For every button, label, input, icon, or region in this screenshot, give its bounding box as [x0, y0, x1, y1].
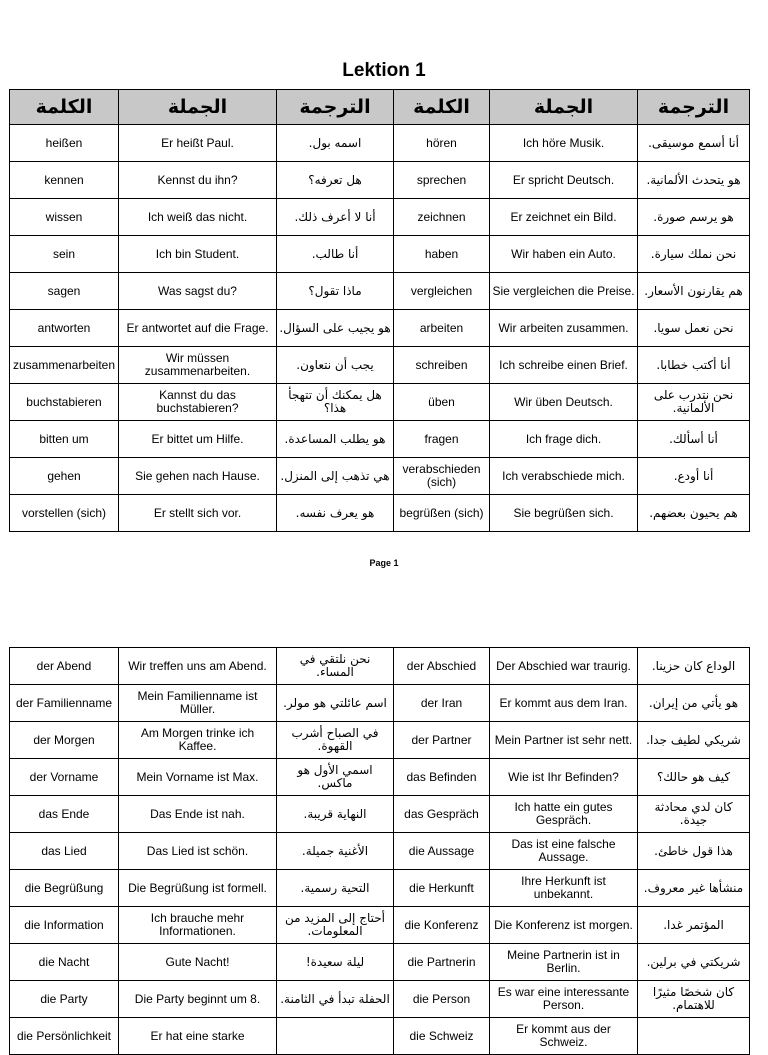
cell-word: die Party — [10, 981, 119, 1018]
header-sentence: الجملة — [490, 90, 638, 125]
table-row — [10, 273, 750, 310]
cell-translation: كان لدي محادثة جيدة. — [638, 796, 750, 833]
cell-translation: هم يقارنون الأسعار. — [638, 273, 750, 310]
cell-word: bitten um — [10, 421, 119, 458]
cell-translation: هو يأتي من إيران. — [638, 685, 750, 722]
cell-sentence: Kennst du ihn? — [119, 162, 277, 199]
cell-sentence: Das Ende ist nah. — [119, 796, 277, 833]
cell-translation: هم يحيون بعضهم. — [638, 495, 750, 532]
cell-translation: كان شخصًا مثيرًا للاهتمام. — [638, 981, 750, 1018]
cell-word: die Nacht — [10, 944, 119, 981]
cell-translation: شريكي لطيف جدا. — [638, 722, 750, 759]
table-row — [10, 722, 750, 759]
cell-translation: هل تعرفه؟ — [277, 162, 394, 199]
cell-sentence: Gute Nacht! — [119, 944, 277, 981]
cell-translation: نحن نملك سيارة. — [638, 236, 750, 273]
cell-translation: كيف هو حالك؟ — [638, 759, 750, 796]
cell-sentence: Ich weiß das nicht. — [119, 199, 277, 236]
cell-word: gehen — [10, 458, 119, 495]
cell-translation: يجب أن نتعاون. — [277, 347, 394, 384]
cell-sentence: Ich frage dich. — [490, 421, 638, 458]
cell-sentence: Wie ist Ihr Befinden? — [490, 759, 638, 796]
cell-translation: أنا أودع. — [638, 458, 750, 495]
table-row — [10, 125, 750, 162]
cell-word: zeichnen — [394, 199, 490, 236]
cell-sentence: Wir arbeiten zusammen. — [490, 310, 638, 347]
cell-word: antworten — [10, 310, 119, 347]
cell-sentence: Am Morgen trinke ich Kaffee. — [119, 722, 277, 759]
cell-word: fragen — [394, 421, 490, 458]
cell-word: wissen — [10, 199, 119, 236]
cell-translation — [638, 1018, 750, 1055]
cell-word: die Begrüßung — [10, 870, 119, 907]
table-row — [10, 796, 750, 833]
cell-translation: النهاية قريبة. — [277, 796, 394, 833]
cell-sentence: Mein Partner ist sehr nett. — [490, 722, 638, 759]
cell-word: der Morgen — [10, 722, 119, 759]
table-row — [10, 495, 750, 532]
header-translation: الترجمة — [277, 90, 394, 125]
cell-translation: اسمي الأول هو ماكس. — [277, 759, 394, 796]
cell-sentence: Die Konferenz ist morgen. — [490, 907, 638, 944]
cell-translation: الوداع كان حزينا. — [638, 648, 750, 685]
cell-translation: أنا أسألك. — [638, 421, 750, 458]
cell-sentence: Er stellt sich vor. — [119, 495, 277, 532]
table-row — [10, 833, 750, 870]
cell-word: der Partner — [394, 722, 490, 759]
table-row — [10, 347, 750, 384]
cell-sentence: Ich brauche mehr Informationen. — [119, 907, 277, 944]
cell-word: sprechen — [394, 162, 490, 199]
cell-sentence: Er kommt aus der Schweiz. — [490, 1018, 638, 1055]
header-translation: الترجمة — [638, 90, 750, 125]
cell-translation: هي تذهب إلى المنزل. — [277, 458, 394, 495]
cell-sentence: Wir üben Deutsch. — [490, 384, 638, 421]
cell-translation: أنا طالب. — [277, 236, 394, 273]
cell-word: sagen — [10, 273, 119, 310]
cell-translation: ماذا تقول؟ — [277, 273, 394, 310]
cell-sentence: Ich schreibe einen Brief. — [490, 347, 638, 384]
page-title: Lektion 1 — [342, 60, 426, 81]
cell-word: sein — [10, 236, 119, 273]
cell-word: der Iran — [394, 685, 490, 722]
table-row — [10, 944, 750, 981]
cell-sentence: Er antwortet auf die Frage. — [119, 310, 277, 347]
cell-translation: هو يجيب على السؤال. — [277, 310, 394, 347]
cell-translation: شريكتي في برلين. — [638, 944, 750, 981]
cell-translation: هل يمكنك أن تتهجأ هذا؟ — [277, 384, 394, 421]
cell-sentence: Was sagst du? — [119, 273, 277, 310]
cell-translation: هو يطلب المساعدة. — [277, 421, 394, 458]
cell-word: arbeiten — [394, 310, 490, 347]
cell-translation: نحن نعمل سويا. — [638, 310, 750, 347]
cell-word: die Person — [394, 981, 490, 1018]
cell-word: die Herkunft — [394, 870, 490, 907]
cell-word: vergleichen — [394, 273, 490, 310]
cell-sentence: Wir treffen uns am Abend. — [119, 648, 277, 685]
cell-translation: الحفلة تبدأ في الثامنة. — [277, 981, 394, 1018]
cell-sentence: Sie begrüßen sich. — [490, 495, 638, 532]
cell-translation: أحتاج إلى المزيد من المعلومات. — [277, 907, 394, 944]
table-row — [10, 907, 750, 944]
cell-translation: نحن نلتقي في المساء. — [277, 648, 394, 685]
table-row — [10, 685, 750, 722]
cell-word: der Abschied — [394, 648, 490, 685]
header-word: الكلمة — [10, 90, 119, 125]
header-word: الكلمة — [394, 90, 490, 125]
cell-translation: التحية رسمية. — [277, 870, 394, 907]
table-row — [10, 981, 750, 1018]
cell-translation: هو يتحدث الألمانية. — [638, 162, 750, 199]
cell-word: vorstellen (sich) — [10, 495, 119, 532]
cell-sentence: Er zeichnet ein Bild. — [490, 199, 638, 236]
cell-word: die Information — [10, 907, 119, 944]
cell-sentence: Er bittet um Hilfe. — [119, 421, 277, 458]
cell-word: kennen — [10, 162, 119, 199]
cell-translation: ليلة سعيدة! — [277, 944, 394, 981]
cell-sentence: Ich verabschiede mich. — [490, 458, 638, 495]
cell-word: schreiben — [394, 347, 490, 384]
cell-translation: في الصباح أشرب القهوة. — [277, 722, 394, 759]
cell-sentence: Sie gehen nach Hause. — [119, 458, 277, 495]
cell-word: buchstabieren — [10, 384, 119, 421]
cell-sentence: Er heißt Paul. — [119, 125, 277, 162]
table-row — [10, 870, 750, 907]
cell-word: der Vorname — [10, 759, 119, 796]
cell-word: die Schweiz — [394, 1018, 490, 1055]
cell-word: haben — [394, 236, 490, 273]
table-row — [10, 162, 750, 199]
cell-word: das Ende — [10, 796, 119, 833]
table-row — [10, 384, 750, 421]
cell-translation: منشأها غير معروف. — [638, 870, 750, 907]
page-number: Page 1 — [369, 558, 399, 568]
cell-word: die Aussage — [394, 833, 490, 870]
cell-sentence: Das Lied ist schön. — [119, 833, 277, 870]
cell-translation: أنا أسمع موسيقى. — [638, 125, 750, 162]
cell-sentence: Mein Vorname ist Max. — [119, 759, 277, 796]
table-row — [10, 1018, 750, 1055]
table-header-row — [10, 90, 750, 125]
cell-sentence: Es war eine interessante Person. — [490, 981, 638, 1018]
cell-word: die Konferenz — [394, 907, 490, 944]
cell-sentence: Der Abschied war traurig. — [490, 648, 638, 685]
table-row — [10, 648, 750, 685]
cell-translation: هو يعرف نفسه. — [277, 495, 394, 532]
cell-sentence: Mein Familienname ist Müller. — [119, 685, 277, 722]
cell-translation: اسم عائلتي هو مولر. — [277, 685, 394, 722]
cell-sentence: Wir haben ein Auto. — [490, 236, 638, 273]
cell-sentence: Er kommt aus dem Iran. — [490, 685, 638, 722]
cell-sentence: Sie vergleichen die Preise. — [490, 273, 638, 310]
cell-translation: أنا لا أعرف ذلك. — [277, 199, 394, 236]
cell-sentence: Er hat eine starke — [119, 1018, 277, 1055]
table-row — [10, 421, 750, 458]
cell-translation: الأغنية جميلة. — [277, 833, 394, 870]
cell-sentence: Kannst du das buchstabieren? — [119, 384, 277, 421]
cell-translation: هو يرسم صورة. — [638, 199, 750, 236]
cell-sentence: Die Begrüßung ist formell. — [119, 870, 277, 907]
cell-translation — [277, 1018, 394, 1055]
cell-word: das Befinden — [394, 759, 490, 796]
cell-sentence: Die Party beginnt um 8. — [119, 981, 277, 1018]
table-row — [10, 199, 750, 236]
table-row — [10, 759, 750, 796]
cell-translation: هذا قول خاطئ. — [638, 833, 750, 870]
cell-sentence: Das ist eine falsche Aussage. — [490, 833, 638, 870]
vocabulary-table-2 — [9, 647, 750, 1055]
table-row — [10, 458, 750, 495]
cell-word: verabschieden (sich) — [394, 458, 490, 495]
cell-word: die Persönlichkeit — [10, 1018, 119, 1055]
table-row — [10, 236, 750, 273]
cell-word: der Familienname — [10, 685, 119, 722]
cell-word: die Partnerin — [394, 944, 490, 981]
cell-translation: أنا أكتب خطابا. — [638, 347, 750, 384]
cell-translation: اسمه بول. — [277, 125, 394, 162]
header-sentence: الجملة — [119, 90, 277, 125]
cell-word: begrüßen (sich) — [394, 495, 490, 532]
cell-word: üben — [394, 384, 490, 421]
cell-sentence: Wir müssen zusammenarbeiten. — [119, 347, 277, 384]
table-row — [10, 310, 750, 347]
cell-sentence: Ich höre Musik. — [490, 125, 638, 162]
cell-word: das Lied — [10, 833, 119, 870]
cell-translation: المؤتمر غدا. — [638, 907, 750, 944]
cell-word: das Gespräch — [394, 796, 490, 833]
cell-word: hören — [394, 125, 490, 162]
cell-sentence: Ihre Herkunft ist unbekannt. — [490, 870, 638, 907]
cell-sentence: Ich hatte ein gutes Gespräch. — [490, 796, 638, 833]
cell-word: heißen — [10, 125, 119, 162]
vocabulary-table-1 — [9, 89, 750, 532]
cell-word: zusammenarbeiten — [10, 347, 119, 384]
cell-sentence: Ich bin Student. — [119, 236, 277, 273]
cell-word: der Abend — [10, 648, 119, 685]
cell-translation: نحن نتدرب على الألمانية. — [638, 384, 750, 421]
cell-sentence: Meine Partnerin ist in Berlin. — [490, 944, 638, 981]
cell-sentence: Er spricht Deutsch. — [490, 162, 638, 199]
